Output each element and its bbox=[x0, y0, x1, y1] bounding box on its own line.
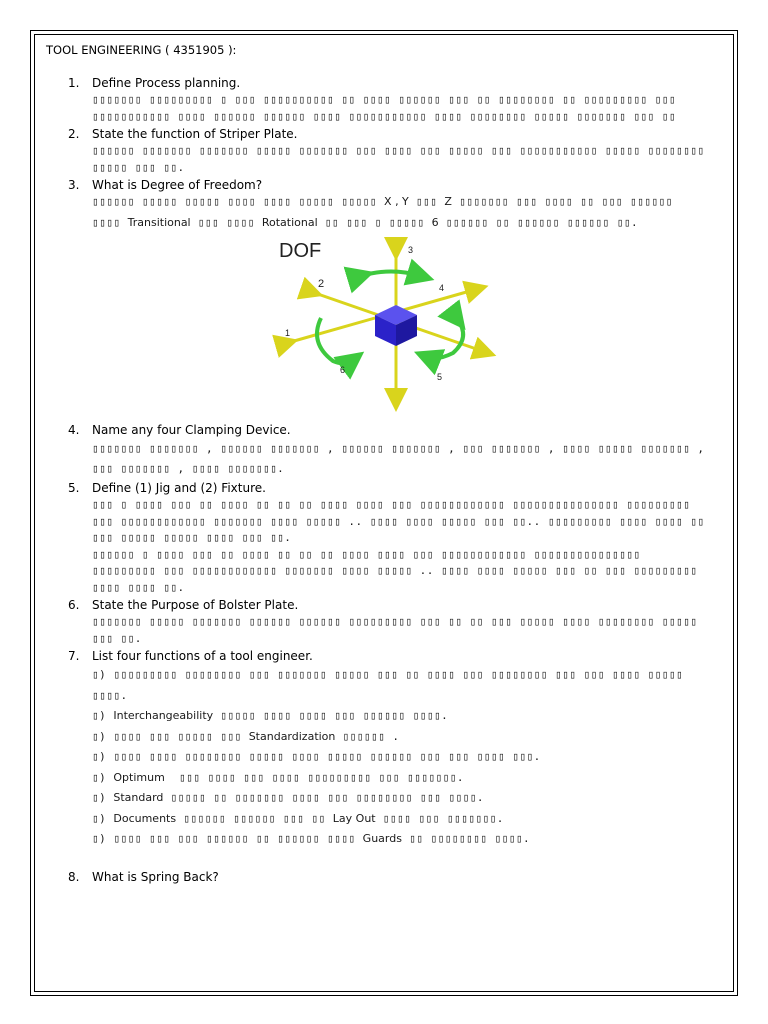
answer-fixture: ▯▯▯▯▯▯ ▯ ▯▯▯▯ ▯▯▯ ▯▯ ▯▯▯▯ ▯▯ ▯▯ ▯▯ ▯▯▯▯ ▯▯▯▯ ▯▯▯ ▯▯▯▯▯▯▯▯▯▯▯▯ ▯▯▯▯▯▯▯▯▯▯▯▯▯▯▯ ▯▯▯▯▯▯▯▯▯ ▯▯▯ ▯▯▯▯▯▯▯▯▯▯▯▯ ▯▯▯▯▯▯▯ ▯▯▯▯ ▯▯▯▯▯ .. ▯▯▯▯ ▯▯▯▯ ▯▯▯▯▯ ▯▯▯ ▯▯ ▯▯▯ ▯▯▯▯▯▯▯▯▯ ▯▯▯▯ ▯▯▯▯ ▯▯. bbox=[92, 547, 705, 594]
dof-label-4: 4 bbox=[439, 283, 445, 293]
question-number: 3. bbox=[68, 178, 80, 192]
question-heading: Define Process planning. bbox=[92, 76, 241, 90]
question-number: 7. bbox=[68, 649, 80, 663]
question-7 bbox=[46, 647, 706, 850]
item-term: Standardization bbox=[248, 729, 336, 743]
item-term: Optimum bbox=[113, 770, 165, 784]
answer-part: ▯▯▯ bbox=[408, 195, 445, 208]
item-text: ▯▯▯▯▯▯ ▯▯▯▯▯▯ ▯▯▯ ▯▯ bbox=[176, 811, 333, 825]
answer-part: ▯▯▯▯▯▯ ▯▯ ▯▯▯▯▯▯ ▯▯▯▯▯▯ ▯▯. bbox=[438, 215, 639, 229]
question-4 bbox=[46, 421, 712, 479]
function-item bbox=[92, 809, 706, 830]
item-term: Documents bbox=[113, 811, 177, 825]
question-5 bbox=[46, 479, 712, 596]
question-1 bbox=[46, 74, 706, 125]
document-body bbox=[46, 42, 712, 886]
rotation-arrow-top bbox=[361, 272, 421, 277]
dof-title: DOF bbox=[279, 240, 322, 262]
dof-label-6: 6 bbox=[340, 365, 346, 375]
question-6 bbox=[46, 596, 706, 647]
term-transitional: Transitional bbox=[127, 215, 191, 229]
item-text: ▯) bbox=[92, 791, 114, 804]
item-term: Guards bbox=[362, 832, 402, 845]
dof-label-2: 2 bbox=[318, 278, 325, 290]
answer-text bbox=[92, 215, 706, 232]
dof-count: 6 bbox=[431, 215, 439, 229]
function-item bbox=[92, 706, 706, 727]
answer-text: ▯▯▯▯▯▯▯ ▯▯▯▯▯▯▯▯▯ ▯ ▯▯▯ ▯▯▯▯▯▯▯▯▯▯ ▯▯ ▯▯▯▯ ▯▯▯▯▯▯ ▯▯▯ ▯▯ ▯▯▯▯▯▯▯▯ ▯▯ ▯▯▯▯▯▯▯▯▯ ▯▯▯ ▯▯▯▯▯▯▯▯▯▯▯ ▯▯▯▯ ▯▯▯▯▯▯ ▯▯▯▯▯▯ ▯▯▯▯ ▯▯▯▯▯▯▯▯▯▯▯ ▯▯▯▯ ▯▯▯▯▯▯▯▯ ▯▯▯▯▯ ▯▯▯▯▯▯▯ ▯▯▯ ▯▯ bbox=[92, 93, 684, 123]
item-text: ▯▯▯▯▯▯ . bbox=[335, 729, 400, 743]
dof-label-3: 3 bbox=[408, 245, 414, 255]
axis-name-z: Z bbox=[444, 195, 452, 208]
answer-part: ▯▯▯ ▯▯▯▯ bbox=[190, 215, 262, 229]
question-number: 8. bbox=[68, 869, 80, 884]
item-text: ▯) ▯▯▯▯ ▯▯▯ ▯▯▯▯▯ ▯▯▯ bbox=[92, 729, 249, 743]
answer-jig: ▯▯▯ ▯ ▯▯▯▯ ▯▯▯ ▯▯ ▯▯▯▯ ▯▯ ▯▯ ▯▯ ▯▯▯▯ ▯▯▯▯ ▯▯▯ ▯▯▯▯▯▯▯▯▯▯▯▯ ▯▯▯▯▯▯▯▯▯▯▯▯▯▯▯ ▯▯▯▯▯▯▯▯▯ ▯▯▯ ▯▯▯▯▯▯▯▯▯▯▯▯ ▯▯▯▯▯▯▯ ▯▯▯▯ ▯▯▯▯▯ .. ▯▯▯▯ ▯▯▯▯ ▯▯▯▯▯ ▯▯▯ ▯▯.. ▯▯▯▯▯▯▯▯▯ ▯▯▯▯ ▯▯▯▯ ▯▯ ▯▯▯ ▯▯▯▯▯ ▯▯▯▯▯ ▯▯▯▯ ▯▯▯ ▯▯. bbox=[92, 498, 712, 544]
question-heading: State the function of Striper Plate. bbox=[92, 127, 298, 141]
question-number: 1. bbox=[68, 76, 80, 90]
answer-text bbox=[92, 194, 706, 211]
item-text: ▯) ▯▯▯▯ ▯▯▯ ▯▯▯ ▯▯▯▯▯▯ ▯▯ ▯▯▯▯▯▯ ▯▯▯▯ bbox=[92, 832, 363, 845]
item-text: ▯) bbox=[92, 811, 114, 825]
function-item: ▯) ▯▯▯▯ ▯▯▯▯ ▯▯▯▯▯▯▯▯ ▯▯▯▯▯ ▯▯▯▯ ▯▯▯▯▯ ▯▯▯▯▯▯ ▯▯▯ ▯▯▯ ▯▯▯▯ ▯▯▯. bbox=[92, 750, 541, 763]
question-heading: Define (1) Jig and (2) Fixture. bbox=[92, 481, 266, 495]
answer-text: ▯▯▯▯▯▯ ▯▯▯▯▯▯▯ ▯▯▯▯▯▯▯ ▯▯▯▯▯ ▯▯▯▯▯▯▯ ▯▯▯ ▯▯▯▯ ▯▯▯ ▯▯▯▯▯ ▯▯▯ ▯▯▯▯▯▯▯▯▯▯▯ ▯▯▯▯▯ ▯▯▯▯▯▯▯▯ ▯▯▯▯▯ ▯▯▯ ▯▯. bbox=[92, 144, 712, 174]
dof-svg bbox=[267, 235, 525, 415]
function-item bbox=[92, 768, 706, 789]
question-heading: What is Spring Back? bbox=[92, 869, 219, 884]
question-number: 4. bbox=[68, 423, 80, 437]
term-rotational: Rotational bbox=[261, 215, 318, 229]
question-heading: List four functions of a tool engineer. bbox=[92, 649, 313, 663]
answer-part: ▯▯▯▯▯▯ ▯▯▯▯▯ ▯▯▯▯▯ ▯▯▯▯ ▯▯▯▯ ▯▯▯▯▯ ▯▯▯▯▯ bbox=[92, 195, 385, 208]
question-heading: State the Purpose of Bolster Plate. bbox=[92, 598, 299, 612]
answer-text: ▯▯▯▯▯▯▯ ▯▯▯▯▯ ▯▯▯▯▯▯▯ ▯▯▯▯▯▯ ▯▯▯▯▯▯ ▯▯▯▯▯▯▯▯▯ ▯▯▯ ▯▯ ▯▯ ▯▯▯ ▯▯▯▯▯ ▯▯▯▯ ▯▯▯▯▯▯▯▯ ▯▯▯▯▯ ▯▯▯ ▯▯. bbox=[92, 615, 705, 645]
question-heading: Name any four Clamping Device. bbox=[92, 423, 291, 437]
dof-label-5: 5 bbox=[437, 372, 443, 382]
document-title: TOOL ENGINEERING ( 4351905 ): bbox=[46, 43, 237, 57]
item-text: ▯▯ ▯▯▯▯▯▯▯▯ ▯▯▯▯. bbox=[401, 832, 531, 845]
item-text: ▯) bbox=[92, 770, 114, 784]
item-text: ▯▯▯▯▯ ▯▯ ▯▯▯▯▯▯▯ ▯▯▯▯ ▯▯▯ ▯▯▯▯▯▯▯▯ ▯▯▯ ▯▯▯▯. bbox=[163, 791, 484, 804]
item-text: ▯▯▯▯▯ ▯▯▯▯ ▯▯▯▯ ▯▯▯ ▯▯▯▯▯▯ ▯▯▯▯. bbox=[213, 709, 449, 722]
function-item bbox=[92, 829, 706, 850]
answer-text: ▯▯▯▯▯▯▯ ▯▯▯▯▯▯▯ , ▯▯▯▯▯▯ ▯▯▯▯▯▯▯ , ▯▯▯▯▯▯ ▯▯▯▯▯▯▯ , ▯▯▯ ▯▯▯▯▯▯▯ , ▯▯▯▯ ▯▯▯▯▯ ▯▯▯▯▯▯▯ , ▯▯▯ ▯▯▯▯▯▯▯ , ▯▯▯▯ ▯▯▯▯▯▯▯. bbox=[92, 442, 712, 475]
answer-part: ▯▯▯▯▯▯▯ ▯▯▯ ▯▯▯▯ ▯▯ ▯▯▯ ▯▯▯▯▯▯ bbox=[451, 195, 673, 208]
axis-names: X , Y bbox=[384, 195, 409, 208]
function-item bbox=[92, 788, 706, 809]
question-number: 6. bbox=[68, 598, 80, 612]
question-8 bbox=[46, 868, 706, 886]
function-item: ▯) ▯▯▯▯▯▯▯▯▯ ▯▯▯▯▯▯▯▯ ▯▯▯ ▯▯▯▯▯▯▯ ▯▯▯▯▯ ▯▯▯ ▯▯ ▯▯▯▯ ▯▯▯ ▯▯▯▯▯▯▯▯ ▯▯▯ ▯▯▯ ▯▯▯▯ ▯▯▯▯▯ ▯▯▯▯. bbox=[92, 668, 691, 702]
item-text: ▯▯▯ ▯▯▯▯ ▯▯▯ ▯▯▯▯ ▯▯▯▯▯▯▯▯▯ ▯▯▯ ▯▯▯▯▯▯▯. bbox=[164, 770, 464, 784]
question-2 bbox=[46, 125, 712, 176]
item-term: Lay Out bbox=[332, 811, 376, 825]
question-number: 2. bbox=[68, 127, 80, 141]
answer-part: ▯▯ ▯▯▯ ▯ ▯▯▯▯▯ bbox=[317, 215, 432, 229]
dof-label-1: 1 bbox=[285, 328, 291, 338]
question-3 bbox=[46, 176, 706, 415]
item-text: ▯▯▯▯ ▯▯▯ ▯▯▯▯▯▯▯. bbox=[375, 811, 504, 825]
item-term: Standard bbox=[113, 791, 164, 804]
function-item bbox=[92, 727, 706, 748]
answer-part: ▯▯▯▯ bbox=[92, 215, 128, 229]
question-heading: What is Degree of Freedom? bbox=[92, 178, 263, 192]
item-term: Interchangeability bbox=[113, 709, 214, 722]
item-text: ▯) bbox=[92, 709, 114, 722]
dof-diagram bbox=[267, 235, 525, 415]
question-number: 5. bbox=[68, 481, 80, 495]
